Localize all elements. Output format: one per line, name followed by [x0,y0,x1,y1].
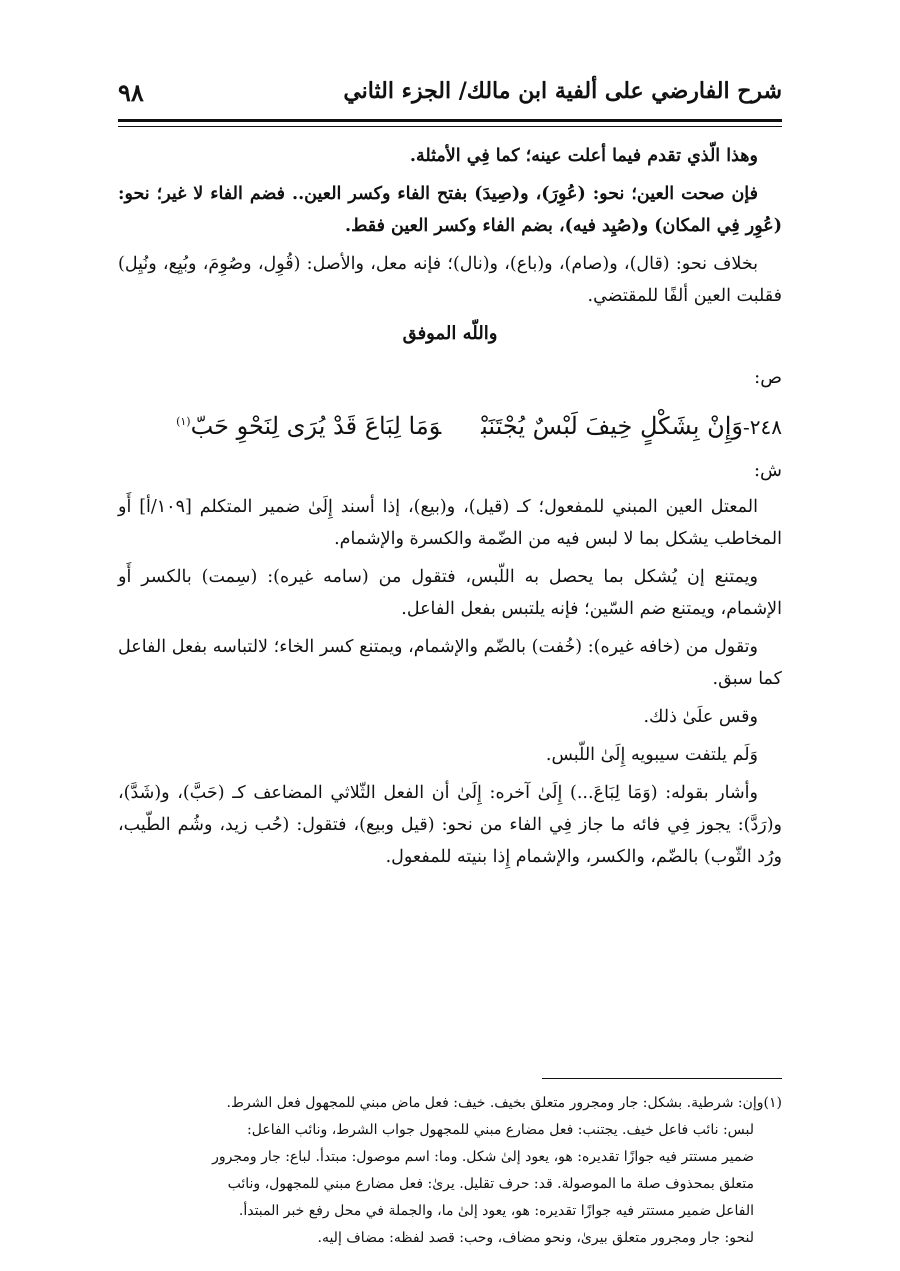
closing-heading: واللّه الموفق [402,323,498,344]
footnote-line: لبس: نائب فاعل خيف. يجتنب: فعل مضارع مبني للمجهول جواب الشرط، ونائب الفاعل: [247,1122,754,1138]
verse-number: ٢٤٨- [743,415,782,439]
paragraph-9: وأشار بقوله: (وَمَا لِبَاعَ...) إِلَىٰ آخره: إِلَىٰ أن الفعل الثّلاثي المضاعف كـ (حَبَّ)، و(شَدَّ)، و(رَدَّ): يجوز فِي فائه ما جاز فِي الفاء من نحو: (قيل وبيع)، فتقول: (حُب زيد، وشُم الطّيب، ورُد الثّوب) بالضّم، والكسر، والإشمام إِذا بنيته للمفعول. [118,783,782,867]
label-commentary: ش: [753,460,782,481]
paragraph-1: وهذا الّذي تقدم فيما أعلت عينه؛ كما فِي الأمثلة. [409,146,758,166]
page-number: ٩٨ [118,78,144,107]
header-title: شرح الفارضي على ألفية ابن مالك/ الجزء الثاني [343,78,782,104]
footnote-line: ضمير مستتر فيه جوازًا تقديره: هو، يعود إلىٰ شكل. وما: اسم موصول: مبتدأ. لباع: جار ومجرور [212,1149,754,1165]
paragraph-7: وقس علَىٰ ذلك. [643,707,758,727]
running-header [118,70,782,118]
verse-line [118,400,782,449]
header-rule-thick [118,119,782,122]
paragraph-3: بخلاف نحو: (قال)، و(صام)، و(باع)، و(نال)؛ فإنه معل، والأصل: (قُوِل، وصُوِمَ، وبُيِع، ونُيِل) فقلبت العين ألفًا للمقتضي. [118,254,782,306]
footnote-line: لنحو: جار ومجرور متعلق بيرىٰ، ونحو مضاف، وحب: قصد لفظه: مضاف إليه. [317,1230,754,1246]
verse-hemistich-2: وَمَا لِبَاعَ قَدْ يُرَى لِنَحْوِ حَبّ [190,412,442,440]
footnote-line: (١)وإن: شرطية. بشكل: جار ومجرور متعلق بخيف. خيف: فعل ماض مبني للمجهول فعل الشرط. [226,1095,782,1111]
footnote-separator [542,1078,782,1079]
footnote-marker: (١) [176,415,191,428]
paragraph-5: ويمتنع إن يُشكل بما يحصل به اللّبس، فتقول من (سامه غيره): (سِمت) بالكسر أَو الإشمام، ويمتنع ضم السّين؛ فإنه يلتبس بفعل الفاعل. [118,567,782,619]
footnote-line: متعلق بمحذوف صلة ما الموصولة. قد: حرف تقليل. يرىٰ: فعل مضارع مبني للمجهول، ونائب [227,1176,754,1192]
paragraph-4: المعتل العين المبني للمفعول؛ كـ (قيل)، و(بيع)، إذا أسند إِلَىٰ ضمير المتكلم [١٠٩/أ] أَو المخاطب يشكل بما لا لبس فيه من الضّمة والكسرة والإشمام. [118,497,782,549]
footnote-line: الفاعل ضمير مستتر فيه جوازًا تقديره: هو، يعود إلىٰ ما، والجملة في محل رفع خبر المبتدأ. [238,1203,754,1219]
paragraph-8: وَلَم يلتفت سيبويه إِلَىٰ اللّبس. [545,745,758,765]
footnotes [118,1090,782,1252]
header-rule-thin [118,126,782,127]
label-text: ص: [754,367,782,388]
verse-hemistich-1: وَإِنْ بِشَكْلٍ خِيفَ لَبْسٌ يُجْتَنَبْ [481,412,743,440]
paragraph-6: وتقول من (خافه غيره): (خُفت) بالضّم والإشمام، ويمتنع كسر الخاء؛ لالتباسه بفعل الفاعل كما سبق. [118,637,782,689]
paragraph-2: فإن صحت العين؛ نحو: (عُوِرَ)، و(صِيدَ) بفتح الفاء وكسر العين.. فضم الفاء لا غير؛ نحو: (عُوِر فِي المكان) و(صُيِد فيه)، بضم الفاء وكسر العين فقط. [118,184,782,236]
main-text [118,140,782,879]
